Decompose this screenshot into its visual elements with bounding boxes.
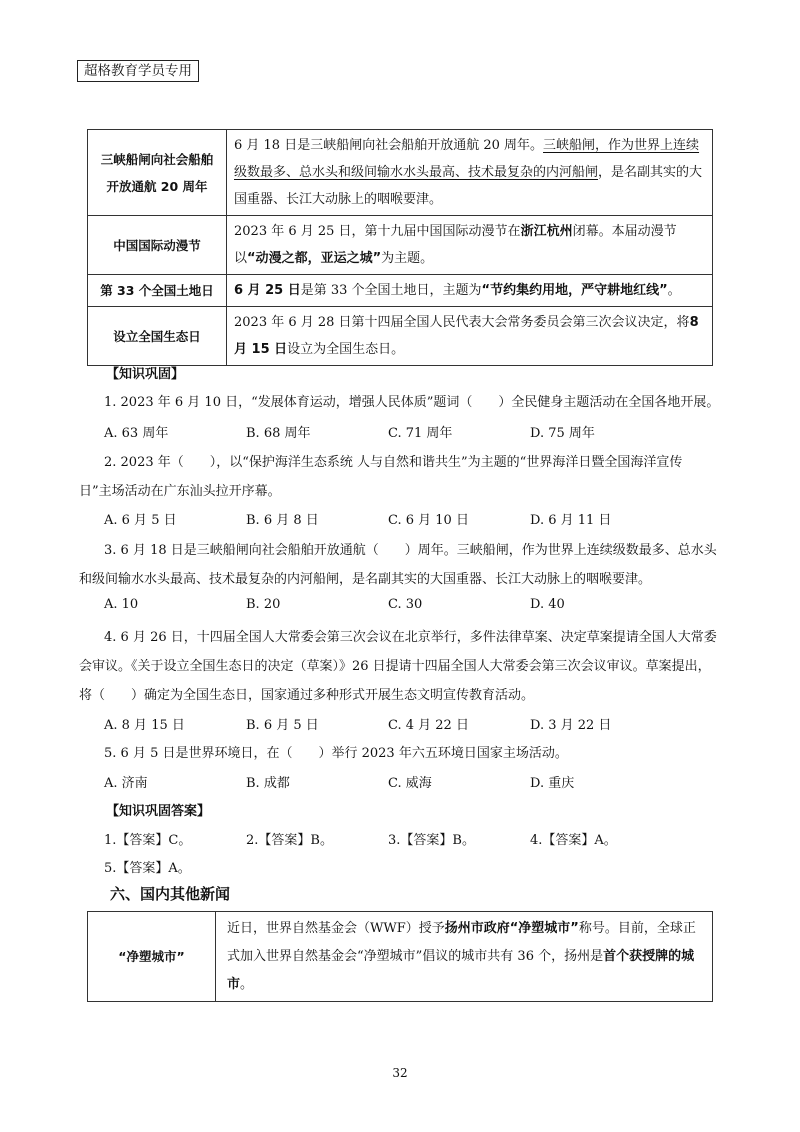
option-c: C. 6 月 10 日 — [388, 513, 469, 528]
news-table — [87, 911, 713, 1002]
text: 国重器、长江大动脉上的咽喉要津。 — [234, 192, 443, 207]
option-b: B. 6 月 5 日 — [246, 718, 319, 733]
bold-text: 8 — [689, 315, 699, 330]
text: 2023 年 6 月 28 日第十四届全国人民代表大会常务委员会第三次会议决定，将 — [234, 315, 690, 330]
answers-title: 【知识巩固答案】 — [106, 804, 211, 819]
answer-4: 4.【答案】A。 — [530, 833, 617, 848]
option-a: A. 8 月 15 日 — [104, 718, 185, 733]
answer-5: 5.【答案】A。 — [104, 861, 191, 876]
answer-2: 2.【答案】B。 — [246, 833, 333, 848]
option-b: B. 20 — [246, 597, 281, 612]
bold-text: 浙江杭州 — [520, 224, 573, 239]
answer-3: 3.【答案】B。 — [388, 833, 475, 848]
bold-text: “动 — [247, 251, 269, 266]
question-3: 3. 6 月 18 日是三峡船闸向社会船舶开放通航（ ）周年。三峡船闸，作为世界上连续级数最多、总水头 — [104, 543, 717, 558]
row-content — [227, 130, 713, 216]
option-d: D. 重庆 — [530, 776, 575, 791]
text: 称号。目前，全球正 — [578, 920, 696, 936]
table-row — [88, 912, 713, 1002]
row-label: 设立全国生态日 — [88, 307, 227, 366]
text: 设立为全国生态日。 — [287, 342, 405, 357]
option-b: B. 6 月 8 日 — [246, 513, 319, 528]
table-row — [88, 307, 713, 366]
text: ，是名副其实的大 — [598, 165, 703, 180]
option-d: D. 6 月 11 日 — [530, 513, 612, 528]
bold-text: 月 15 日 — [234, 342, 288, 357]
question-4-line-2: 会审议。《关于设立全国生态日的决定（草案）》26 日提请十四届全国人大常委会第三次会议审议。草案提出， — [79, 659, 711, 674]
events-table — [87, 129, 713, 366]
option-c: C. 4 月 22 日 — [388, 718, 469, 733]
option-a: A. 63 周年 — [104, 426, 169, 441]
option-b: B. 成都 — [246, 776, 290, 791]
bold-text: 市 — [227, 976, 241, 992]
question-4: 4. 6 月 26 日，十四届全国人大常委会第三次会议在北京举行，多件法律草案、决定草案提请全国人大常委 — [104, 630, 717, 645]
text: 。 — [667, 283, 681, 298]
row-label: 第 33 个全国土地日 — [88, 275, 227, 307]
row-label — [88, 130, 227, 216]
option-c: C. 威海 — [388, 776, 432, 791]
page-number: 32 — [392, 1066, 408, 1080]
table-row — [88, 216, 713, 275]
underlined-text: 三峡船闸，作为世界上连续级 — [234, 138, 700, 180]
text: 闭幕。本届动漫节以 — [234, 224, 677, 266]
text: 2023 年 6 月 25 日，第十九届中国国际动漫节在 — [234, 224, 521, 239]
bold-text: “净塑城市” — [509, 920, 579, 936]
option-d: D. 3 月 22 日 — [530, 718, 612, 733]
label-line: 开放通航 20 周年 — [106, 178, 208, 194]
header-tag: 超格教育学员专用 — [77, 60, 199, 82]
question-2: 2. 2023 年（ ），以“保护海洋生态系统 人与自然和谐共生”为主题的“世界海洋日暨全国海洋宣传 — [104, 455, 683, 470]
quiz-title: 【知识巩固】 — [106, 367, 185, 382]
row-label: 中国国际动漫节 — [88, 216, 227, 275]
option-c: C. 30 — [388, 597, 423, 612]
table-row — [88, 275, 713, 307]
text: 近日，世界自然基金会（WWF）授予 — [227, 920, 445, 936]
text: 为主题。 — [381, 251, 434, 266]
row-label: “净塑城市” — [88, 912, 216, 1002]
bold-text: 6 月 25 日 — [234, 283, 301, 298]
label-line: 三峡船闸向社会船舶 — [100, 151, 214, 167]
bold-text: 漫之都，亚运之城” — [268, 251, 382, 266]
answer-1: 1.【答案】C。 — [104, 833, 192, 848]
bold-text: “节约集约用地，严守耕地红线” — [481, 283, 668, 298]
row-content — [227, 275, 713, 307]
option-b: B. 68 周年 — [246, 426, 311, 441]
question-1: 1. 2023 年 6 月 10 日，“发展体育运动，增强人民体质”题词（ ）全民健身主题活动在全国各地开展。 — [104, 395, 720, 410]
text: 。 — [240, 976, 254, 992]
question-5: 5. 6 月 5 日是世界环境日，在（ ）举行 2023 年六五环境日国家主场活动。 — [104, 746, 568, 761]
text: 6 月 18 日是三峡船闸向社会船舶开放通航 20 周年。 — [234, 138, 544, 153]
row-content — [216, 912, 713, 1002]
option-d: D. 75 周年 — [530, 426, 595, 441]
text: 式加入世界自然基金会“净塑城市”倡议的城市共有 36 个，扬州是 — [227, 948, 604, 964]
table-row — [88, 130, 713, 216]
row-content — [227, 307, 713, 366]
bold-text: 首个获授牌的城 — [603, 948, 695, 964]
option-a: A. 济南 — [104, 776, 148, 791]
text: 是第 33 个全国土地日，主题为 — [300, 283, 482, 298]
underlined-text: 数最多、总水头和级间输水水头最高、技术最复杂的内河船闸 — [247, 165, 599, 180]
option-a: A. 10 — [104, 597, 139, 612]
option-c: C. 71 周年 — [388, 426, 453, 441]
option-d: D. 40 — [530, 597, 565, 612]
question-3-line-2: 和级间输水水头最高、技术最复杂的内河船闸，是名副其实的大国重器、长江大动脉上的咽喉要津。 — [79, 572, 652, 587]
section-title: 六、国内其他新闻 — [110, 885, 231, 903]
row-content — [227, 216, 713, 275]
question-4-line-3: 将（ ）确定为全国生态日，国家通过多种形式开展生态文明宣传教育活动。 — [79, 688, 535, 703]
question-2-line-2: 日”主场活动在广东汕头拉开序幕。 — [79, 484, 281, 499]
bold-text: 扬州市政府 — [444, 920, 510, 936]
option-a: A. 6 月 5 日 — [104, 513, 177, 528]
